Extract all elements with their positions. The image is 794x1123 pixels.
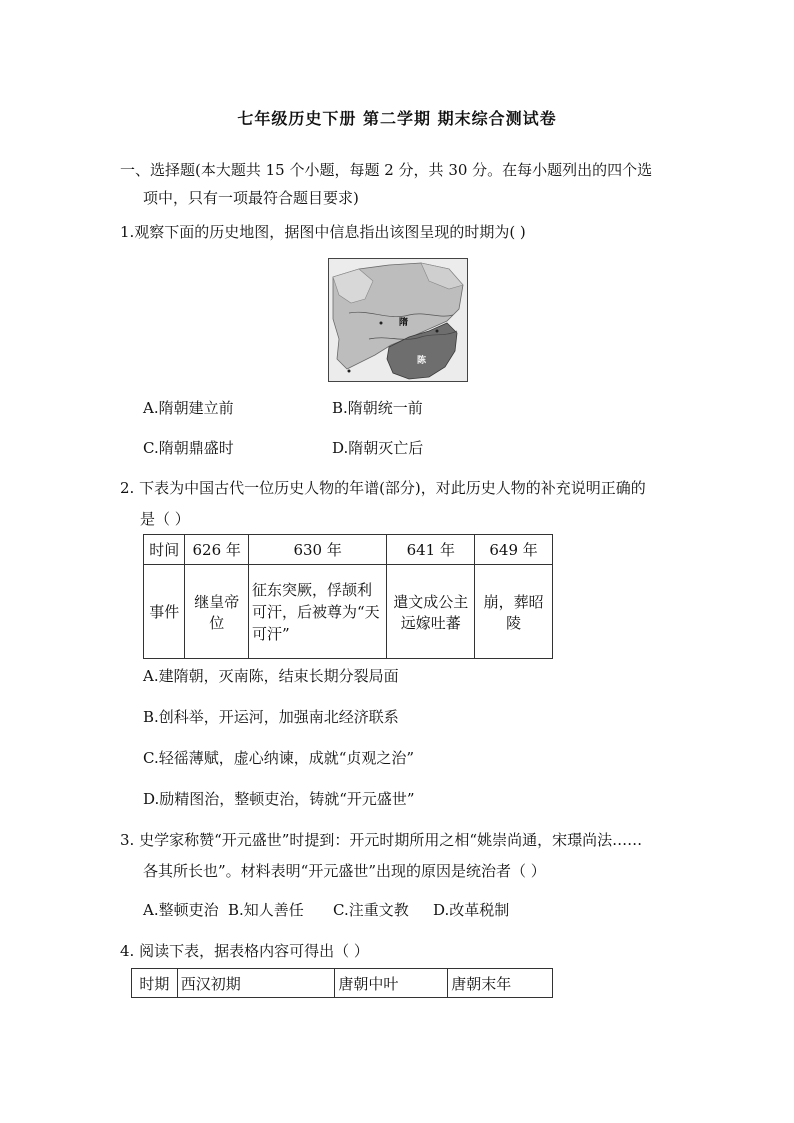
cell-line: 征东突厥，俘颉利 [252, 580, 373, 599]
table-header-cell: 西汉初期 [177, 969, 335, 998]
section-instructions-line1: 一、选择题(本大题共 15 个小题，每题 2 分，共 30 分。在每小题列出的四个选 [120, 161, 653, 179]
table-header-cell: 唐朝中叶 [335, 969, 448, 998]
table-header-cell: 649 年 [475, 535, 553, 565]
map-image [329, 259, 467, 381]
map-label-sui: 隋 [399, 318, 409, 328]
table-header-cell: 630 年 [249, 535, 387, 565]
q1-option-d[interactable]: D.隋朝灭亡后 [332, 439, 424, 457]
table-header-cell: 唐朝末年 [448, 969, 553, 998]
q3-option-a[interactable]: A.整顿吏治 [143, 901, 219, 919]
cell-line: 可汗，后被尊为“天 [252, 602, 380, 621]
q2-option-a[interactable]: A.建隋朝，灭南陈，结束长期分裂局面 [143, 667, 399, 685]
q1-historical-map [328, 258, 468, 382]
map-label-chen: 陈 [417, 356, 427, 366]
q3-option-c[interactable]: C.注重文教 [333, 901, 409, 919]
table-header-row [144, 535, 553, 565]
q2-chronology-table [143, 534, 553, 659]
page-title: 七年级历史下册 第二学期 期末综合测试卷 [237, 109, 557, 128]
q3-stem-line1: 3. 史学家称赞“开元盛世”时提到：开元时期所用之相“姚崇尚通，宋璟尚法…… [120, 831, 643, 849]
q3-option-d[interactable]: D.改革税制 [433, 901, 510, 919]
q1-option-c[interactable]: C.隋朝鼎盛时 [143, 439, 234, 457]
table-row-label: 事件 [144, 565, 185, 659]
q3-stem-line2: 各其所长也”。材料表明“开元盛世”出现的原因是统治者（ ） [143, 862, 546, 880]
table-header-cell: 时间 [144, 535, 185, 565]
q2-option-d[interactable]: D.励精图治，整顿吏治，铸就“开元盛世” [143, 790, 415, 808]
q1-option-b[interactable]: B.隋朝统一前 [332, 399, 423, 417]
q4-comparison-table [131, 968, 553, 998]
table-cell [387, 565, 475, 659]
q1-option-a[interactable]: A.隋朝建立前 [143, 399, 234, 417]
q1-stem: 1.观察下面的历史地图，据图中信息指出该图呈现的时期为( ) [120, 223, 526, 241]
table-cell [249, 565, 387, 659]
section-instructions-line2: 项中，只有一项最符合题目要求) [143, 189, 359, 207]
q2-option-c[interactable]: C.轻徭薄赋，虚心纳谏，成就“贞观之治” [143, 749, 415, 767]
table-cell [185, 565, 249, 659]
cell-line: 继皇帝 [194, 592, 240, 611]
table-header-cell: 时期 [132, 969, 178, 998]
cell-line: 崩，葬昭陵 [483, 592, 544, 632]
q2-stem-line2: 是（ ） [140, 510, 190, 528]
table-row [144, 565, 553, 659]
q3-option-b[interactable]: B.知人善任 [228, 901, 304, 919]
cell-line: 可汗” [252, 624, 290, 643]
table-cell [475, 565, 553, 659]
cell-line: 遣文成公主 [393, 592, 469, 611]
table-header-cell: 641 年 [387, 535, 475, 565]
q2-stem-line1: 2. 下表为中国古代一位历史人物的年谱(部分)，对此历史人物的补充说明正确的 [120, 479, 646, 497]
table-header-row [132, 969, 553, 998]
cell-line: 位 [209, 613, 225, 632]
q4-stem: 4. 阅读下表，据表格内容可得出（ ） [120, 942, 369, 960]
cell-line: 远嫁吐蕃 [400, 613, 461, 632]
table-header-cell: 626 年 [185, 535, 249, 565]
q2-option-b[interactable]: B.创科举，开运河，加强南北经济联系 [143, 708, 399, 726]
